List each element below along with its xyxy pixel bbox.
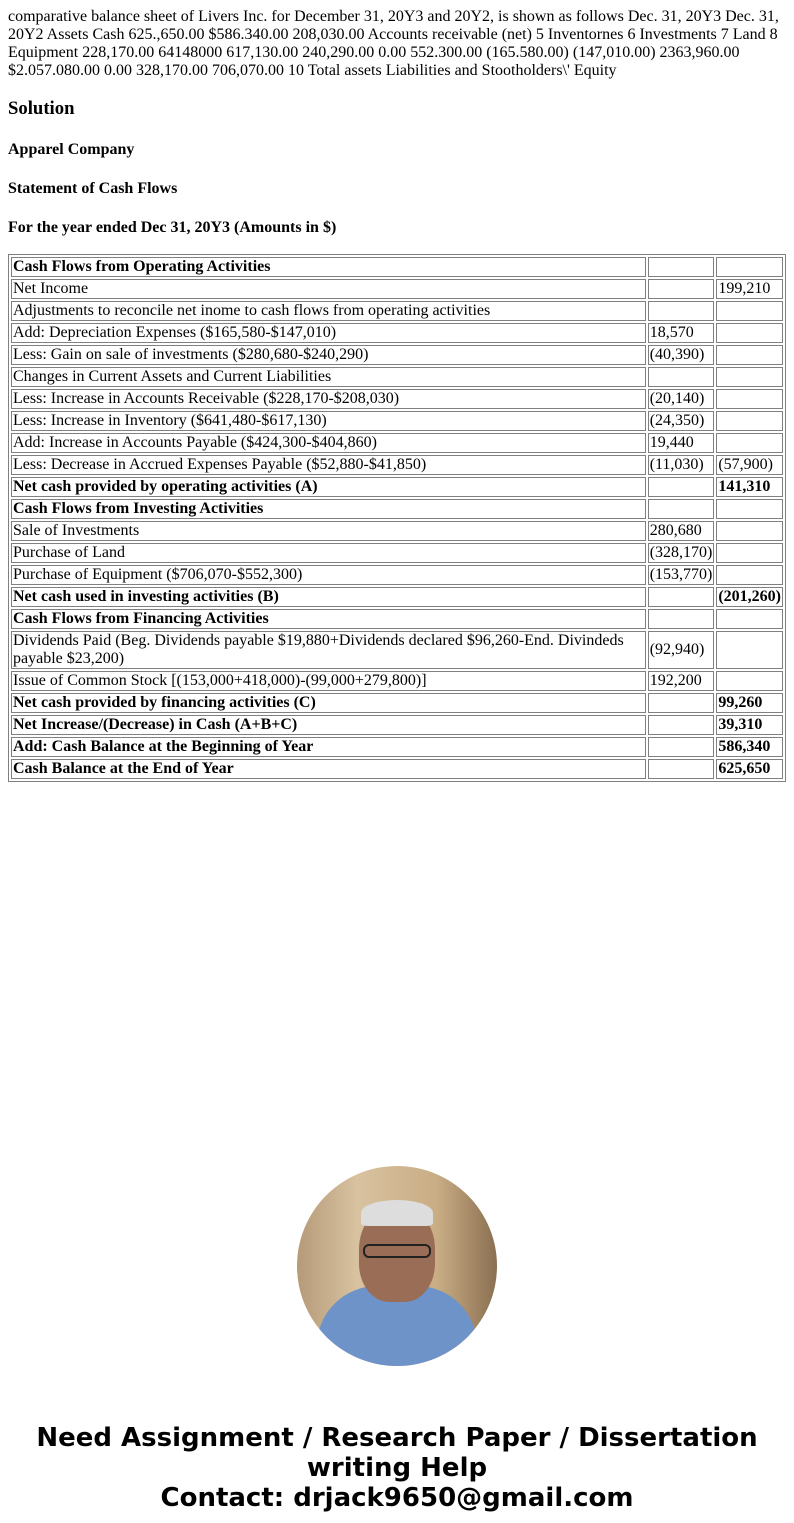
total-cell: 586,340 bbox=[716, 737, 783, 757]
statement-period: For the year ended Dec 31, 20Y3 (Amounts in $) bbox=[8, 219, 337, 236]
row-label: Add: Depreciation Expenses ($165,580-$147,010) bbox=[11, 323, 646, 343]
question-text: comparative balance sheet of Livers Inc. for December 31, 20Y3 and 20Y2, is shown as follows Dec. 31, 20Y3 Dec. 31, 20Y2 Assets Cash 625.,650.00 $586.340.00 208,030.00 Accounts receivable (net) 5 Inventornes 6 Investments 7 Land 8 Equipment 228,170.00 64148000 617,130.00 240,290.00 0.00 552.300.00 (165.580.00) (147,010.00) 2363,960.00 $2.057.080.00 0.00 328,170.00 706,070.00 10 Total assets Liabilities and Stootholders\' Equity bbox=[8, 8, 779, 79]
row-label: Sale of Investments bbox=[11, 521, 646, 541]
solution-heading: Solution bbox=[8, 98, 75, 119]
amount-cell bbox=[648, 759, 715, 779]
total-cell bbox=[716, 499, 783, 519]
amount-cell bbox=[648, 587, 715, 607]
row-label: Changes in Current Assets and Current Liabilities bbox=[11, 367, 646, 387]
table-row bbox=[11, 609, 783, 629]
row-label: Less: Decrease in Accrued Expenses Payable ($52,880-$41,850) bbox=[11, 455, 646, 475]
row-label: Cash Flows from Operating Activities bbox=[11, 257, 646, 277]
row-label: Issue of Common Stock [(153,000+418,000)-(99,000+279,800)] bbox=[11, 671, 646, 691]
total-cell bbox=[716, 345, 783, 365]
footer-contact: Contact: drjack9650@gmail.com bbox=[160, 1483, 634, 1513]
total-cell bbox=[716, 671, 783, 691]
amount-cell: 18,570 bbox=[648, 323, 715, 343]
table-row bbox=[11, 543, 783, 563]
table-row bbox=[11, 693, 783, 713]
table-row bbox=[11, 433, 783, 453]
total-cell: 199,210 bbox=[716, 279, 783, 299]
row-label: Adjustments to reconcile net inome to cash flows from operating activities bbox=[11, 301, 646, 321]
table-row bbox=[11, 279, 783, 299]
row-label: Dividends Paid (Beg. Dividends payable $19,880+Dividends declared $96,260-End. Divindeds payable $23,200) bbox=[11, 631, 646, 669]
footer-ad bbox=[8, 1423, 786, 1513]
row-label: Less: Increase in Inventory ($641,480-$617,130) bbox=[11, 411, 646, 431]
row-label: Less: Gain on sale of investments ($280,680-$240,290) bbox=[11, 345, 646, 365]
table-row bbox=[11, 389, 783, 409]
amount-cell: (328,170) bbox=[649, 544, 713, 561]
row-label: Net cash used in investing activities (B) bbox=[11, 587, 646, 607]
total-cell bbox=[716, 609, 783, 629]
table-row bbox=[11, 671, 783, 691]
total-cell: 39,310 bbox=[716, 715, 783, 735]
table-row bbox=[11, 521, 783, 541]
amount-cell bbox=[648, 609, 715, 629]
row-label: Net Income bbox=[11, 279, 646, 299]
row-label: Net cash provided by financing activities (C) bbox=[11, 693, 646, 713]
amount-cell bbox=[648, 257, 715, 277]
table-row bbox=[11, 323, 783, 343]
amount-cell: (11,030) bbox=[648, 455, 715, 475]
table-row bbox=[11, 759, 783, 779]
amount-cell bbox=[648, 477, 715, 497]
total-cell: (57,900) bbox=[716, 455, 783, 475]
table-row bbox=[11, 301, 783, 321]
table-row bbox=[11, 257, 783, 277]
row-label: Net cash provided by operating activities (A) bbox=[11, 477, 646, 497]
row-label: Less: Increase in Accounts Receivable ($228,170-$208,030) bbox=[11, 389, 646, 409]
table-row bbox=[11, 477, 783, 497]
total-cell bbox=[716, 257, 783, 277]
total-cell: 141,310 bbox=[716, 477, 783, 497]
total-cell bbox=[716, 565, 783, 585]
row-label: Net Increase/(Decrease) in Cash (A+B+C) bbox=[11, 715, 646, 735]
total-cell bbox=[716, 323, 783, 343]
statement-title: Statement of Cash Flows bbox=[8, 180, 178, 197]
row-label: Cash Flows from Investing Activities bbox=[11, 499, 646, 519]
row-label: Cash Balance at the End of Year bbox=[11, 759, 646, 779]
amount-cell bbox=[648, 715, 715, 735]
company-name: Apparel Company bbox=[8, 141, 135, 158]
total-cell bbox=[716, 543, 783, 563]
amount-cell: 280,680 bbox=[648, 521, 715, 541]
table-row bbox=[11, 345, 783, 365]
total-cell: 625,650 bbox=[716, 759, 783, 779]
cash-flow-table bbox=[8, 254, 786, 782]
footer-line-1: Need Assignment / Research Paper / Dissertation writing Help bbox=[36, 1423, 758, 1483]
amount-cell: 192,200 bbox=[648, 671, 715, 691]
table-row bbox=[11, 715, 783, 735]
table-row bbox=[11, 565, 783, 585]
amount-cell: 19,440 bbox=[648, 433, 715, 453]
amount-cell bbox=[648, 279, 715, 299]
amount-cell bbox=[648, 737, 715, 757]
table-row bbox=[11, 367, 783, 387]
total-cell bbox=[716, 433, 783, 453]
amount-cell bbox=[648, 367, 715, 387]
row-label: Cash Flows from Financing Activities bbox=[11, 609, 646, 629]
table-row bbox=[11, 737, 783, 757]
total-cell bbox=[716, 411, 783, 431]
table-row bbox=[11, 587, 783, 607]
total-cell: (201,260) bbox=[718, 588, 781, 605]
amount-cell: (92,940) bbox=[648, 631, 715, 669]
amount-cell: (24,350) bbox=[648, 411, 715, 431]
table-row bbox=[11, 631, 783, 669]
total-cell bbox=[716, 301, 783, 321]
row-label: Purchase of Land bbox=[11, 543, 646, 563]
total-cell bbox=[716, 389, 783, 409]
amount-cell: (153,770) bbox=[649, 566, 713, 583]
table-row bbox=[11, 411, 783, 431]
row-label: Purchase of Equipment ($706,070-$552,300) bbox=[11, 565, 646, 585]
total-cell bbox=[716, 631, 783, 669]
amount-cell: (40,390) bbox=[648, 345, 715, 365]
row-label: Add: Increase in Accounts Payable ($424,300-$404,860) bbox=[11, 433, 646, 453]
total-cell bbox=[716, 367, 783, 387]
amount-cell bbox=[648, 693, 715, 713]
table-row bbox=[11, 455, 783, 475]
row-label: Add: Cash Balance at the Beginning of Year bbox=[11, 737, 646, 757]
amount-cell bbox=[648, 301, 715, 321]
author-photo bbox=[297, 1166, 497, 1366]
total-cell: 99,260 bbox=[716, 693, 783, 713]
amount-cell: (20,140) bbox=[648, 389, 715, 409]
table-row bbox=[11, 499, 783, 519]
total-cell bbox=[716, 521, 783, 541]
amount-cell bbox=[648, 499, 715, 519]
